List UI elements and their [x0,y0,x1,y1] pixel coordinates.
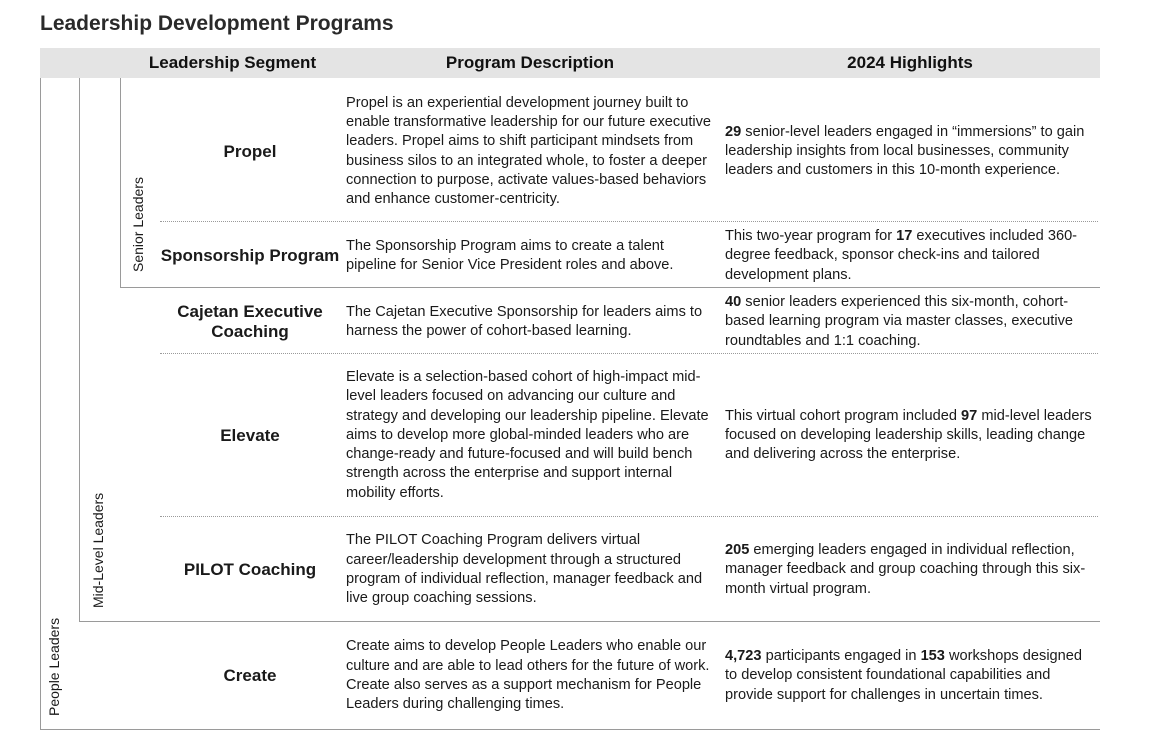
program-description: Create aims to develop People Leaders who enable our culture and are able to lead others for the future of work. Create also serves as a support mechanism for People Leaders during challenging times. [346,638,710,713]
segment-mid-level-leaders: Mid-Level Leaders [90,492,106,608]
program-description: Propel is an experiential development journey built to enable transformative leadership for our future executive leaders. Propel aims to shift participant mindsets from business silos to an integrated whole, to foster a deeper connection to purpose, activate values-based behaviors and enhance customer-centricity. [346,94,712,208]
people-leaders-bracket [40,78,41,730]
program-description: The Cajetan Executive Sponsorship for leaders aims to harness the power of cohort-based learning. [346,303,703,339]
mid-level-bracket [79,78,80,622]
header-highlights: 2024 Highlights [847,53,973,72]
program-name: Propel [223,141,277,161]
program-highlight: This two-year program for 17 executives included 360-degree feedback, sponsor check-ins and tailored development plans. [725,228,1078,283]
program-highlight: 40 senior leaders experienced this six-month, cohort-based learning program via master classes, executive roundtables and 1:1 coaching. [725,294,1073,349]
row-divider [160,221,1098,222]
segment-people-leaders: People Leaders [46,617,62,716]
header-segment: Leadership Segment [148,53,317,72]
program-name: Elevate [220,425,280,445]
mid-level-bottom-rule [79,621,1100,622]
program-highlight: 4,723 participants engaged in 153 workshops designed to develop consistent foundational capabilities and provide support for challenges in uncertain times. [725,648,1083,703]
program-description: The PILOT Coaching Program delivers virtual career/leadership development through a structured program of individual reflection, manager feedback and live group coaching sessions. [346,532,703,607]
senior-bracket [120,78,121,288]
program-highlight: This virtual cohort program included 97 mid-level leaders focused on developing leadership skills, leading change and delivering across the enterprise. [725,407,1092,463]
program-name: PILOT Coaching [183,560,317,579]
page-title: Leadership Development Programs [40,12,394,35]
program-name: Sponsorship Program [160,246,340,265]
program-highlight: 205 emerging leaders engaged in individual reflection, manager feedback and group coaching through this six-month virtual program. [725,542,1086,597]
table-bottom-rule [40,729,1100,730]
program-name: Cajetan Executive Coaching [177,302,323,341]
segment-senior-leaders: Senior Leaders [130,177,146,272]
program-description: Elevate is a selection-based cohort of high-impact mid-level leaders focused on advancing our culture and strategy and developing our leadership pipeline. Elevate aims to develop more global-minded leaders who are change-ready and future-focused and will build bench strength across the enterprise and support internal mobility efforts. [346,368,709,501]
header-description: Program Description [445,53,615,72]
program-description: The Sponsorship Program aims to create a talent pipeline for Senior Vice President roles and above. [346,237,674,273]
program-highlight: 29 senior-level leaders engaged in “immersions” to gain leadership insights from local businesses, community leaders and customers in this 10-month experience. [725,123,1085,179]
senior-bottom-rule [120,287,1100,288]
table-header [40,48,1100,78]
row-divider [160,516,1098,517]
row-divider [160,353,1098,354]
program-name: Create [223,666,277,685]
